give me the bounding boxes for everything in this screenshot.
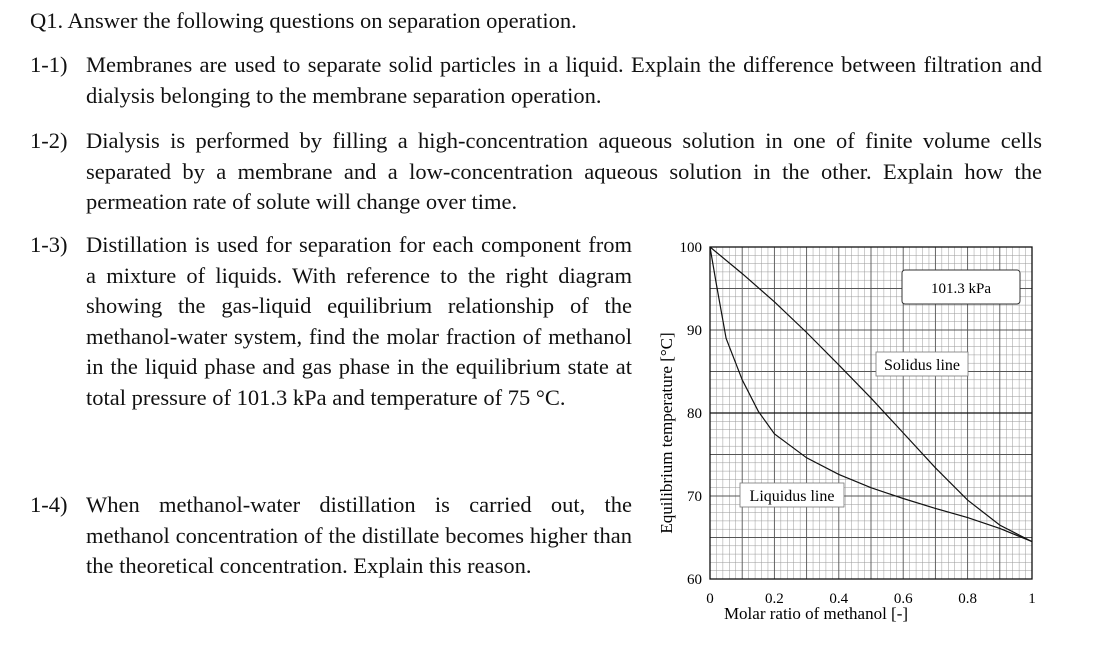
question-text: When methanol-water distillation is carried out, the methanol concentration of the distillate becomes higher than the theoretical concentration. Explain this reason. xyxy=(86,492,632,578)
pressure-label: 101.3 kPa xyxy=(931,281,991,297)
question-heading: Q1. Answer the following questions on separation operation. xyxy=(30,8,577,33)
y-tick-label: 60 xyxy=(687,572,702,588)
x-tick-label: 0.6 xyxy=(893,591,913,607)
x-tick-label: 0 xyxy=(706,591,714,607)
y-tick-label: 90 xyxy=(687,323,702,339)
y-axis-label: Equilibrium temperature [°C] xyxy=(657,332,676,534)
y-tick-label: 100 xyxy=(679,240,702,256)
question-number: 1-4) xyxy=(30,492,68,517)
vle-chart-svg xyxy=(650,232,1070,632)
question-1-3 xyxy=(30,230,632,413)
solidus-line-label: Solidus line xyxy=(883,357,961,374)
question-1-1 xyxy=(30,50,1042,111)
question-text: Distillation is used for separation for each component from a mixture of liquids. With reference to the right diagram showing the gas-liquid equilibrium relationship of the methanol-water system, find the molar fraction of methanol in the liquid phase and gas phase in the equilibrium state at total pressure of 101.3 kPa and temperature of 75 °C. xyxy=(86,232,632,410)
question-1-4 xyxy=(30,490,632,582)
x-axis-label: Molar ratio of methanol [-] xyxy=(723,604,909,623)
question-text: Membranes are used to separate solid particles in a liquid. Explain the difference between filtration and dialysis belonging to the membrane separation operation. xyxy=(86,52,1042,108)
question-number: 1-1) xyxy=(30,52,68,77)
liquidus-line-label: Liquidus line xyxy=(749,488,835,505)
y-tick-label: 80 xyxy=(687,406,702,422)
question-number: 1-3) xyxy=(30,232,68,257)
x-tick-label: 1 xyxy=(1028,591,1036,607)
x-tick-label: 0.8 xyxy=(958,591,977,607)
question-1-2 xyxy=(30,126,1042,218)
x-tick-label: 0.4 xyxy=(829,591,849,607)
x-tick-label: 0.2 xyxy=(765,591,784,607)
vle-diagram xyxy=(650,232,1070,632)
question-text: Dialysis is performed by filling a high-concentration aqueous solution in one of finite volume cells separated by a membrane and a low-concentration aqueous solution in the other. Explain how the permeation rate of solute will change over time. xyxy=(86,128,1042,214)
y-tick-label: 70 xyxy=(687,489,702,505)
question-number: 1-2) xyxy=(30,128,68,153)
